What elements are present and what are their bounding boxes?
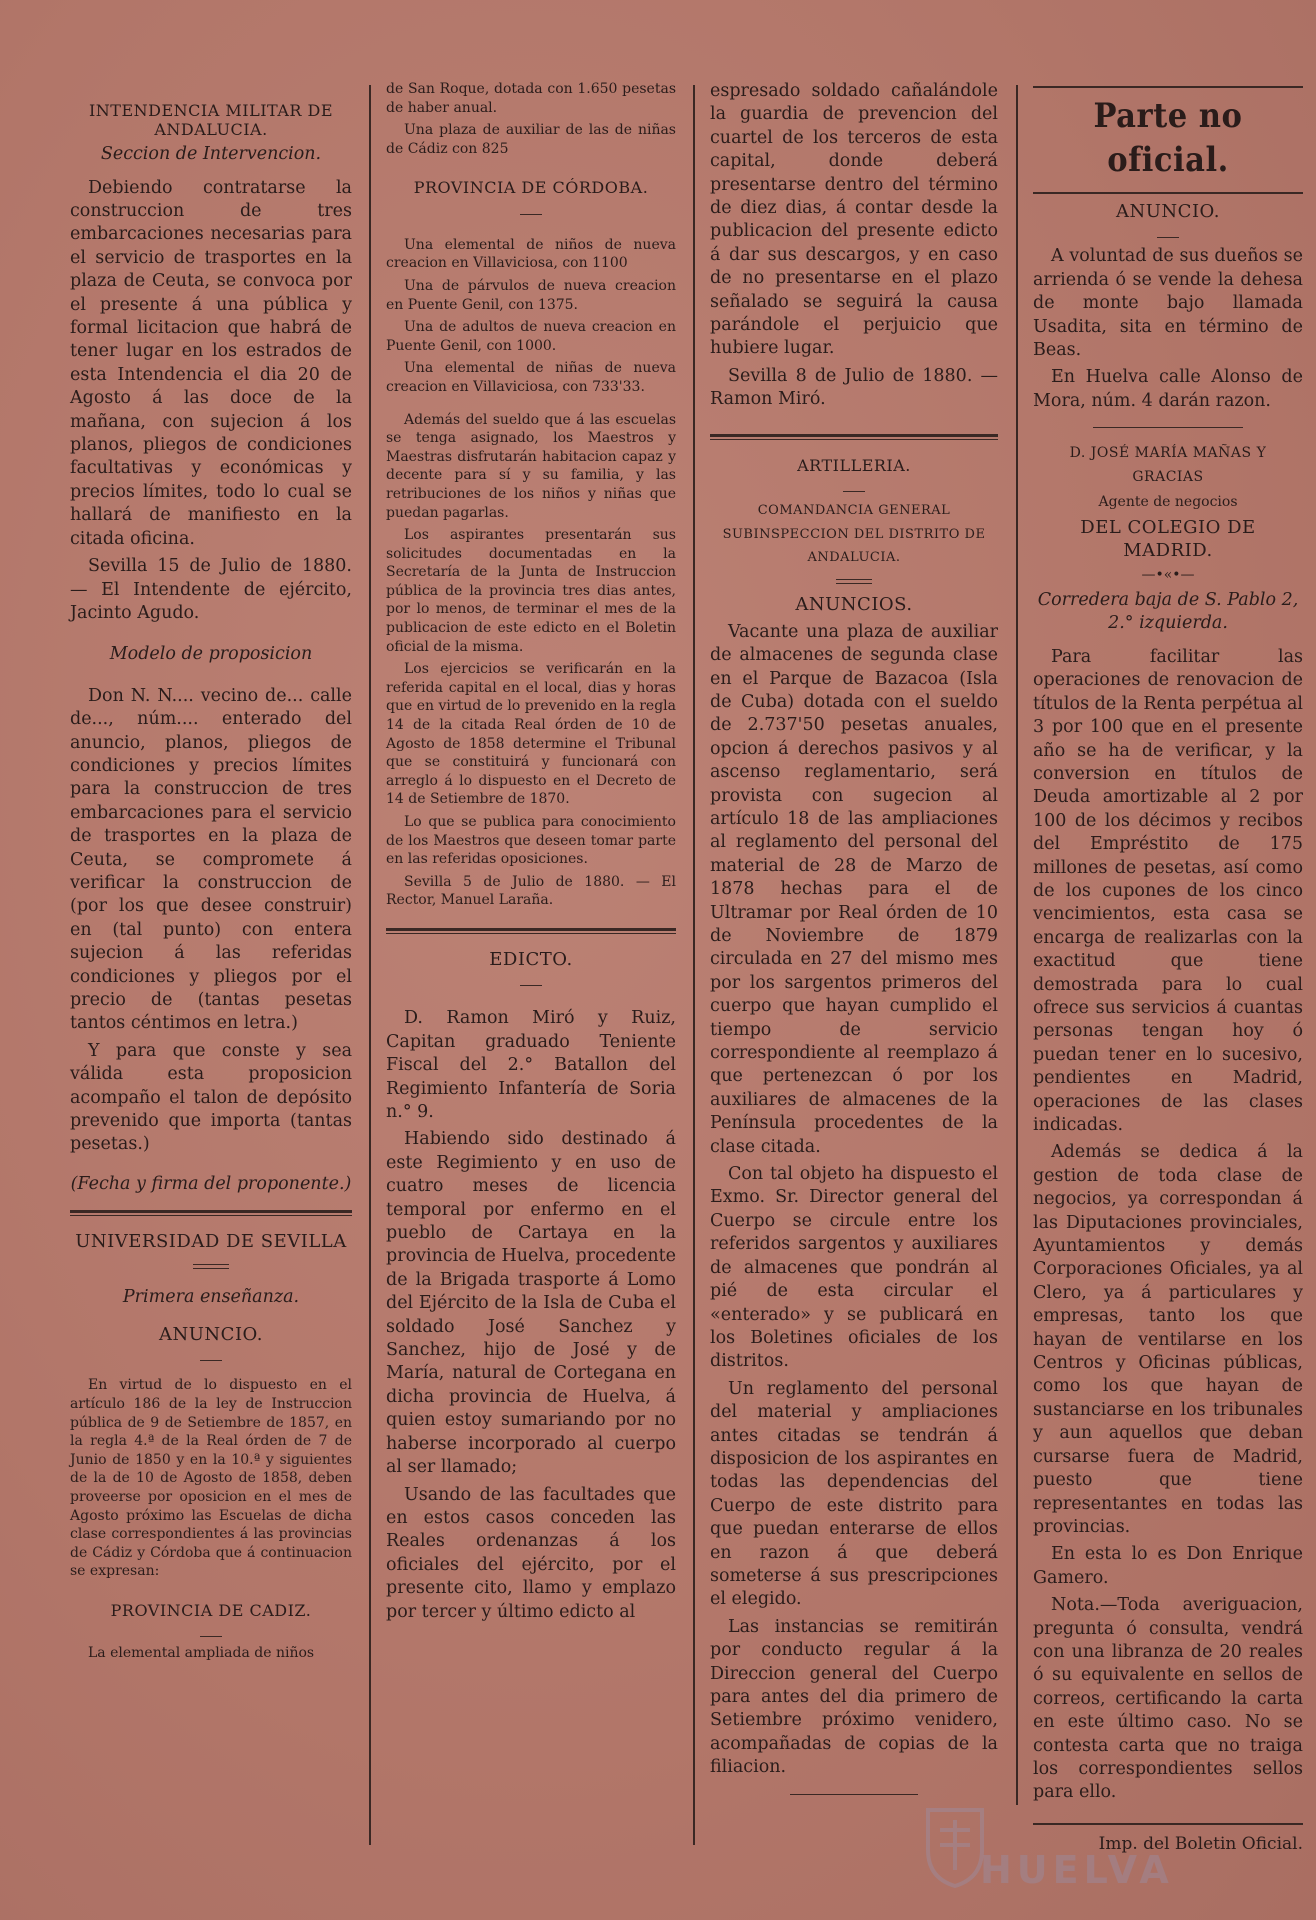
watermark-text: HUELVA [980,1848,1174,1892]
anuncio-heading: ANUNCIO. [159,1324,263,1346]
intendencia-signature: Sevilla 15 de Julio de 1880. — El Intendente de ejército, Jacinto Agudo. [70,556,352,623]
ejercicios-paragraph: Los ejercicios se verificarán en la referida capital en el local, dias y horas que en virtud de lo prevenido en la regla 14 de la citada Real órden de 10 de Agosto de 1858 determine el Tribunal que se constituirá y funcionará con arreglo á lo dispuesto en el Decreto de 14 de Setiembre de 1870. [386,661,676,808]
vacante-paragraph: Vacante una plaza de auxiliar de almacenes de segunda clase en el Parque de Bazacoa (Isla de Cuba) dotada con el sueldo de 2.737'50 pesetas anuales, opcion á derechos pasivos y al ascenso reglamentario, será provista con sugecion al artículo 18 de las ampliaciones al reglamento del personal del material de 28 de Marzo de 1878 hechas para el de Ultramar por Real órden de 10 de Noviembre de 1879 circulada en 27 del mismo mes por los sargentos primeros del cuerpo que hayan cumplido el tiempo de servicio correspondiente al reemplazo á que pertenezcan ó por los auxiliares de almacenes de la Península procedentes de la clase citada. [710,621,998,1157]
ramon-miro-paragraph: D. Ramon Miró y Ruiz, Capitan graduado Teniente Fiscal del 2.° Batallon del Regimiento Infantería de Soria n.° 9. [386,1008,676,1122]
agente-heading: Agente de negocios [1098,494,1238,511]
provincia-cadiz-heading: PROVINCIA DE CADIZ. [110,1601,312,1620]
section-divider [710,434,998,440]
negocios-paragraph: Además se dedica á la gestion de toda clase de negocios, ya correspondan á las Diputaciones provinciales, Ayuntamientos y demás Corporaciones Oficiales, ya al Clero, ya á particulares y empresas, tanto los que hayan de ventilarse en los Centros y Oficinas públicas, como los que hayan de sustanciarse en los tribunales y aun aquellos que deban cursarse fuera de Madrid, puesto que tiene representantes en todas las provincias. [1033,1142,1303,1537]
renta-paragraph: Para facilitar las operaciones de renovacion de títulos de la Renta perpétua al 3 por 100 que en el presente año se ha de verificar, y la conversion en títulos de Deuda amortizable al 2 por 100 de los décimos y recibos del Empréstito de 175 millones de pesetas, así como de los cupones de los cinco vencimientos, esta casa se encarga de realizarlas con la exactitud que tiene demostrada para lo cual ofrece sus servicios á cuantas personas tengan hoy ó puedan tener en lo sucesivo, pendientes en Madrid, operaciones de las clases indicadas. [1033,646,1303,1135]
reglamento-paragraph: Un reglamento del personal del material y ampliaciones antes citadas se tendrán á disposicion de los aspirantes en todas las dependencias del Cuerpo de este distrito para que puedan enterarse de ellos en razon á que deberá someterse á sus prescripciones el elegido. [710,1378,998,1610]
intendencia-paragraph: Debiendo contratarse la construccion de tres embarcaciones necesarias para el servicio de trasportes en la plaza de Ceuta, se convoca por el presente á una pública y formal licitacion que habrá de tener lugar en los estrados de esta Intendencia el dia 20 de Agosto á las doce de la mañana, con sujecion á los planos, pliegos de condiciones facultativas y económicas y precios límites, todo lo cual se hallará de manifiesto en la citada oficina. [70,177,352,549]
san-roque-paragraph: de San Roque, dotada con 1.650 pesetas de haber anual. [386,81,676,116]
dash [70,1626,352,1638]
dash [386,204,676,216]
modelo-subheading: Modelo de proposicion [109,644,313,665]
primera-ensenanza-subheading: Primera enseñanza. [122,1286,300,1307]
column-2 [386,80,676,1628]
agent-name-heading: D. JOSÉ MARÍA MAÑAS Y GRACIAS [1069,445,1267,485]
dash [1033,227,1303,239]
intendencia-heading: INTENDENCIA MILITAR DE ANDALUCIA. [88,101,334,139]
cadiz-paragraph: La elemental ampliada de niños [88,1645,315,1662]
column-rule-1 [369,85,371,1845]
ornament: —•«•— [1141,567,1195,584]
banner-top-rule [1033,86,1303,88]
objeto-paragraph: Con tal objeto ha dispuesto el Exmo. Sr. Director general del Cuerpo se circule entre los referidos sargentos y auxiliares de almacenes que pondrán al pié de esta circular el «enterado» y se publicará en los Boletines oficiales de los distritos. [710,1164,998,1372]
provincia-cordoba-heading: PROVINCIA DE CÓRDOBA. [413,178,649,198]
puente-genil-adultos-paragraph: Una de adultos de nueva creacion en Puente Genil, con 1000. [386,319,676,354]
intervencion-subheading: Seccion de Intervencion. [100,144,322,165]
double-dash [710,573,998,585]
sueldo-paragraph: Además del sueldo que á las escuelas se tenga asignado, los Maestros y Maestras disfrutarán habitacion capaz y decente para sí y su familia, y las retribuciones de los niños y niñas que puedan pagarlas. [386,411,676,521]
column-3 [710,80,998,1795]
column-1 [70,80,352,1667]
column-4 [1033,80,1303,1856]
soldado-paragraph: espresado soldado cañalándole la guardia de prevencion del cuartel de los terceros de esta capital, donde deberá presentarse dentro del término de diez dias, á contar desde la publicacion del presente edicto á dar sus descargos, y en caso de no presentarse en el plazo señalado se seguirá la causa parándole el perjuicio que hubiere lugar. [710,81,998,359]
modelo-paragraph: Don N. N.... vecino de... calle de..., núm.... enterado del anuncio, planos, pliegos de condiciones y precios límites para la construccion de tres embarcaciones para el servicio de trasportes en la plaza de Ceuta, se compromete á verificar la construccion de (por los que desee construir) en (tal punto) con entera sujecion á las referidas condiciones y pliegos por el precio de (tantas pesetas tantos céntimos en letra.) [70,685,352,1034]
dehesa-paragraph: A voluntad de sus dueños se arrienda ó se vende la dehesa de monte bajo llamada Usadita, sita en término de Beas. [1033,246,1303,361]
section-divider [70,1210,352,1216]
miro-signature: Sevilla 8 de Julio de 1880. — Ramon Miró. [710,365,998,410]
section-rule [1093,427,1243,428]
anuncio-heading: ANUNCIO. [1116,201,1220,222]
auxiliar-paragraph: Una plaza de auxiliar de las de niñas de Cádiz con 825 [386,122,676,157]
facultades-paragraph: Usando de las facultades que en estos casos conceden las Reales ordenanzas á los oficiales del ejército, por el presente cito, llamo y emplazo por tercer y último edicto al [386,1484,676,1622]
huelva-watermark [920,1800,1240,1900]
fecha-firma: (Fecha y firma del proponente.) [70,1173,352,1194]
puente-genil-parvulos-paragraph: Una de párvulos de nueva creacion en Puente Genil, con 1375. [386,277,676,313]
banner-bottom-rule [1033,192,1303,194]
publica-paragraph: Lo que se publica para conocimiento de los Maestros que deseen tomar parte en las referidas oposiciones. [386,814,676,868]
column-rule-3 [1016,85,1018,1805]
colegio-heading: DEL COLEGIO DE MADRID. [1080,516,1256,562]
dash [70,1350,352,1362]
villaviciosa-ninos-paragraph: Una elemental de niños de nueva creacion en Villaviciosa, con 1100 [386,236,676,272]
destinado-paragraph: Habiendo sido destinado á este Regimiento y en uso de cuatro meses de licencia temporal por enfermo en el pueblo de Cartaya en la provincia de Huelva, procedente de la Brigada trasporte á Lomo del Ejército de la Isla de Cuba el soldado José Sanchez y Sanchez, hijo de José y de María, natural de Cortegana en dicha provincia de Huelva, á quien estoy sumariando por no haberse incorporado al cuerpo al ser llamado; [386,1129,676,1478]
section-divider [386,928,676,934]
aspirantes-paragraph: Los aspirantes presentarán sus solicitudes documentadas en la Secretaría de la Junta de Instruccion pública de la provincia tres dias antes, por lo menos, de terminar el mes de la publicacion de este edicto en el Boletin oficial de la misma. [386,527,676,655]
nota-paragraph: Nota.—Toda averiguacion, pregunta ó consulta, vendrá con una libranza de 20 reales ó su equivalente en sellos de correos, certificando la carta en este último caso. No se contesta carta que no traiga los correspondientes sellos para ello. [1033,1595,1303,1803]
artilleria-heading: ARTILLERIA. [797,455,911,475]
anuncios-heading: ANUNCIOS. [795,594,913,616]
universidad-heading: UNIVERSIDAD DE SEVILLA [75,1231,347,1253]
rector-signature: Sevilla 5 de Julio de 1880. — El Rector, Manuel Laraña. [386,873,676,909]
modelo-paragraph-2: Y para que conste y sea válida esta proposicion acompaño el talon de depósito prevenido que importa (tantas pesetas.) [70,1040,352,1155]
huelva-razon-paragraph: En Huelva calle Alonso de Mora, núm. 4 darán razon. [1033,367,1303,411]
edicto-heading: EDICTO. [489,948,573,970]
instancias-paragraph: Las instancias se remitirán por conducto regular á la Direccion general del Cuerpo para antes del dia primero de Setiembre próximo venidero, acompañadas de copias de la filiacion. [710,1616,998,1778]
universidad-paragraph: En virtud de lo dispuesto en el artículo 186 de la ley de Instruccion pública de 9 de Setiembre de 1857, en la regla 4.ª de la Real órden de 7 de Junio de 1850 y en la 10.ª y siguientes de la de 10 de Agosto de 1858, deben proveerse por oposicion en el mes de Agosto próximo las Escuelas de dicha clase correspondientes á las provincias de Cádiz y Córdoba que á continuacion se expresan: [70,1377,352,1580]
imprenta-footer: Imp. del Boletin Oficial. [1098,1833,1303,1854]
address-heading: Corredera baja de S. Pablo 2, 2.° izquierda. [1037,590,1299,634]
end-rule [790,1794,918,1795]
villaviciosa-ninas-paragraph: Una elemental de niñas de nueva creacion en Villaviciosa, con 733'33. [386,360,676,395]
dash [386,975,676,987]
dash [710,481,998,493]
gamero-paragraph: En esta lo es Don Enrique Gamero. [1033,1544,1303,1588]
column-rule-2 [693,85,695,1845]
parte-no-oficial-banner: Parte no oficial. [1093,96,1243,180]
comandancia-heading: COMANDANCIA GENERAL SUBINSPECCION DEL DISTRITO DE ANDALUCIA. [722,503,986,565]
double-dash [70,1258,352,1270]
